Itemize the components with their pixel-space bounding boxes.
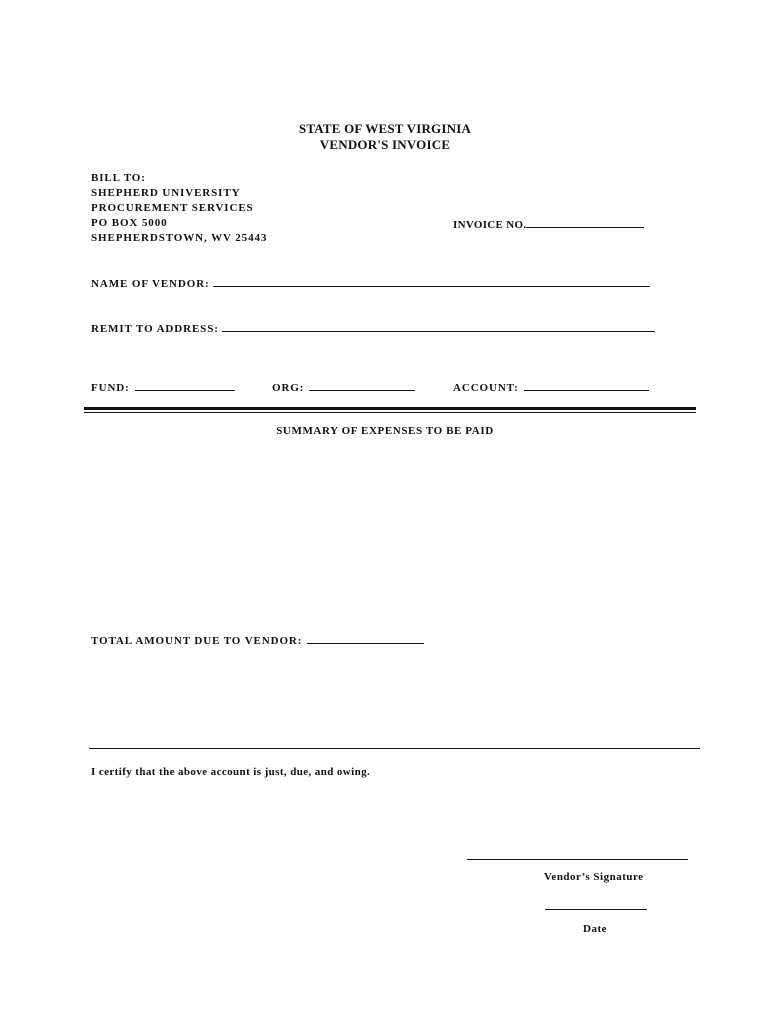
signature-label: Vendor’s Signature [544,871,644,883]
fund-field [91,380,235,394]
total-label: TOTAL AMOUNT DUE TO VENDOR: [91,635,303,647]
remit-address-field [91,321,655,335]
form-title-state: STATE OF WEST VIRGINIA [298,121,472,136]
total-field [91,633,424,647]
account-input[interactable] [524,380,649,391]
org-label: ORG: [272,382,305,394]
invoice-no-label: INVOICE NO. [453,219,527,231]
separator-top [84,407,696,410]
account-label: ACCOUNT: [453,382,519,394]
invoice-no-field [453,217,644,231]
bill-to-line-2: PROCUREMENT SERVICES [91,202,254,214]
fund-label: FUND: [91,382,130,394]
invoice-no-input[interactable] [526,217,644,228]
bill-to-line-3: PO BOX 5000 [91,217,168,229]
vendor-name-input[interactable] [213,276,650,287]
summary-heading: SUMMARY OF EXPENSES TO BE PAID [276,425,494,437]
org-field [272,380,415,394]
vendor-name-field [91,276,650,290]
org-input[interactable] [309,380,415,391]
bill-to-line-4: SHEPHERDSTOWN, WV 25443 [91,232,268,244]
date-label: Date [583,923,607,935]
separator-bottom [84,412,696,413]
certification-text: I certify that the above account is just, due, and owing. [91,766,371,778]
total-input[interactable] [307,633,424,644]
certification-divider [89,748,700,749]
date-line[interactable] [545,909,647,910]
remit-address-label: REMIT TO ADDRESS: [91,323,219,335]
remit-address-input[interactable] [222,321,655,332]
vendor-name-label: NAME OF VENDOR: [91,278,210,290]
summary-expenses-area[interactable] [91,445,691,625]
account-field [453,380,649,394]
bill-to-label: BILL TO: [91,172,146,184]
fund-input[interactable] [135,380,235,391]
form-title-invoice: VENDOR'S INVOICE [319,137,451,152]
signature-line[interactable] [467,859,688,860]
bill-to-line-1: SHEPHERD UNIVERSITY [91,187,241,199]
